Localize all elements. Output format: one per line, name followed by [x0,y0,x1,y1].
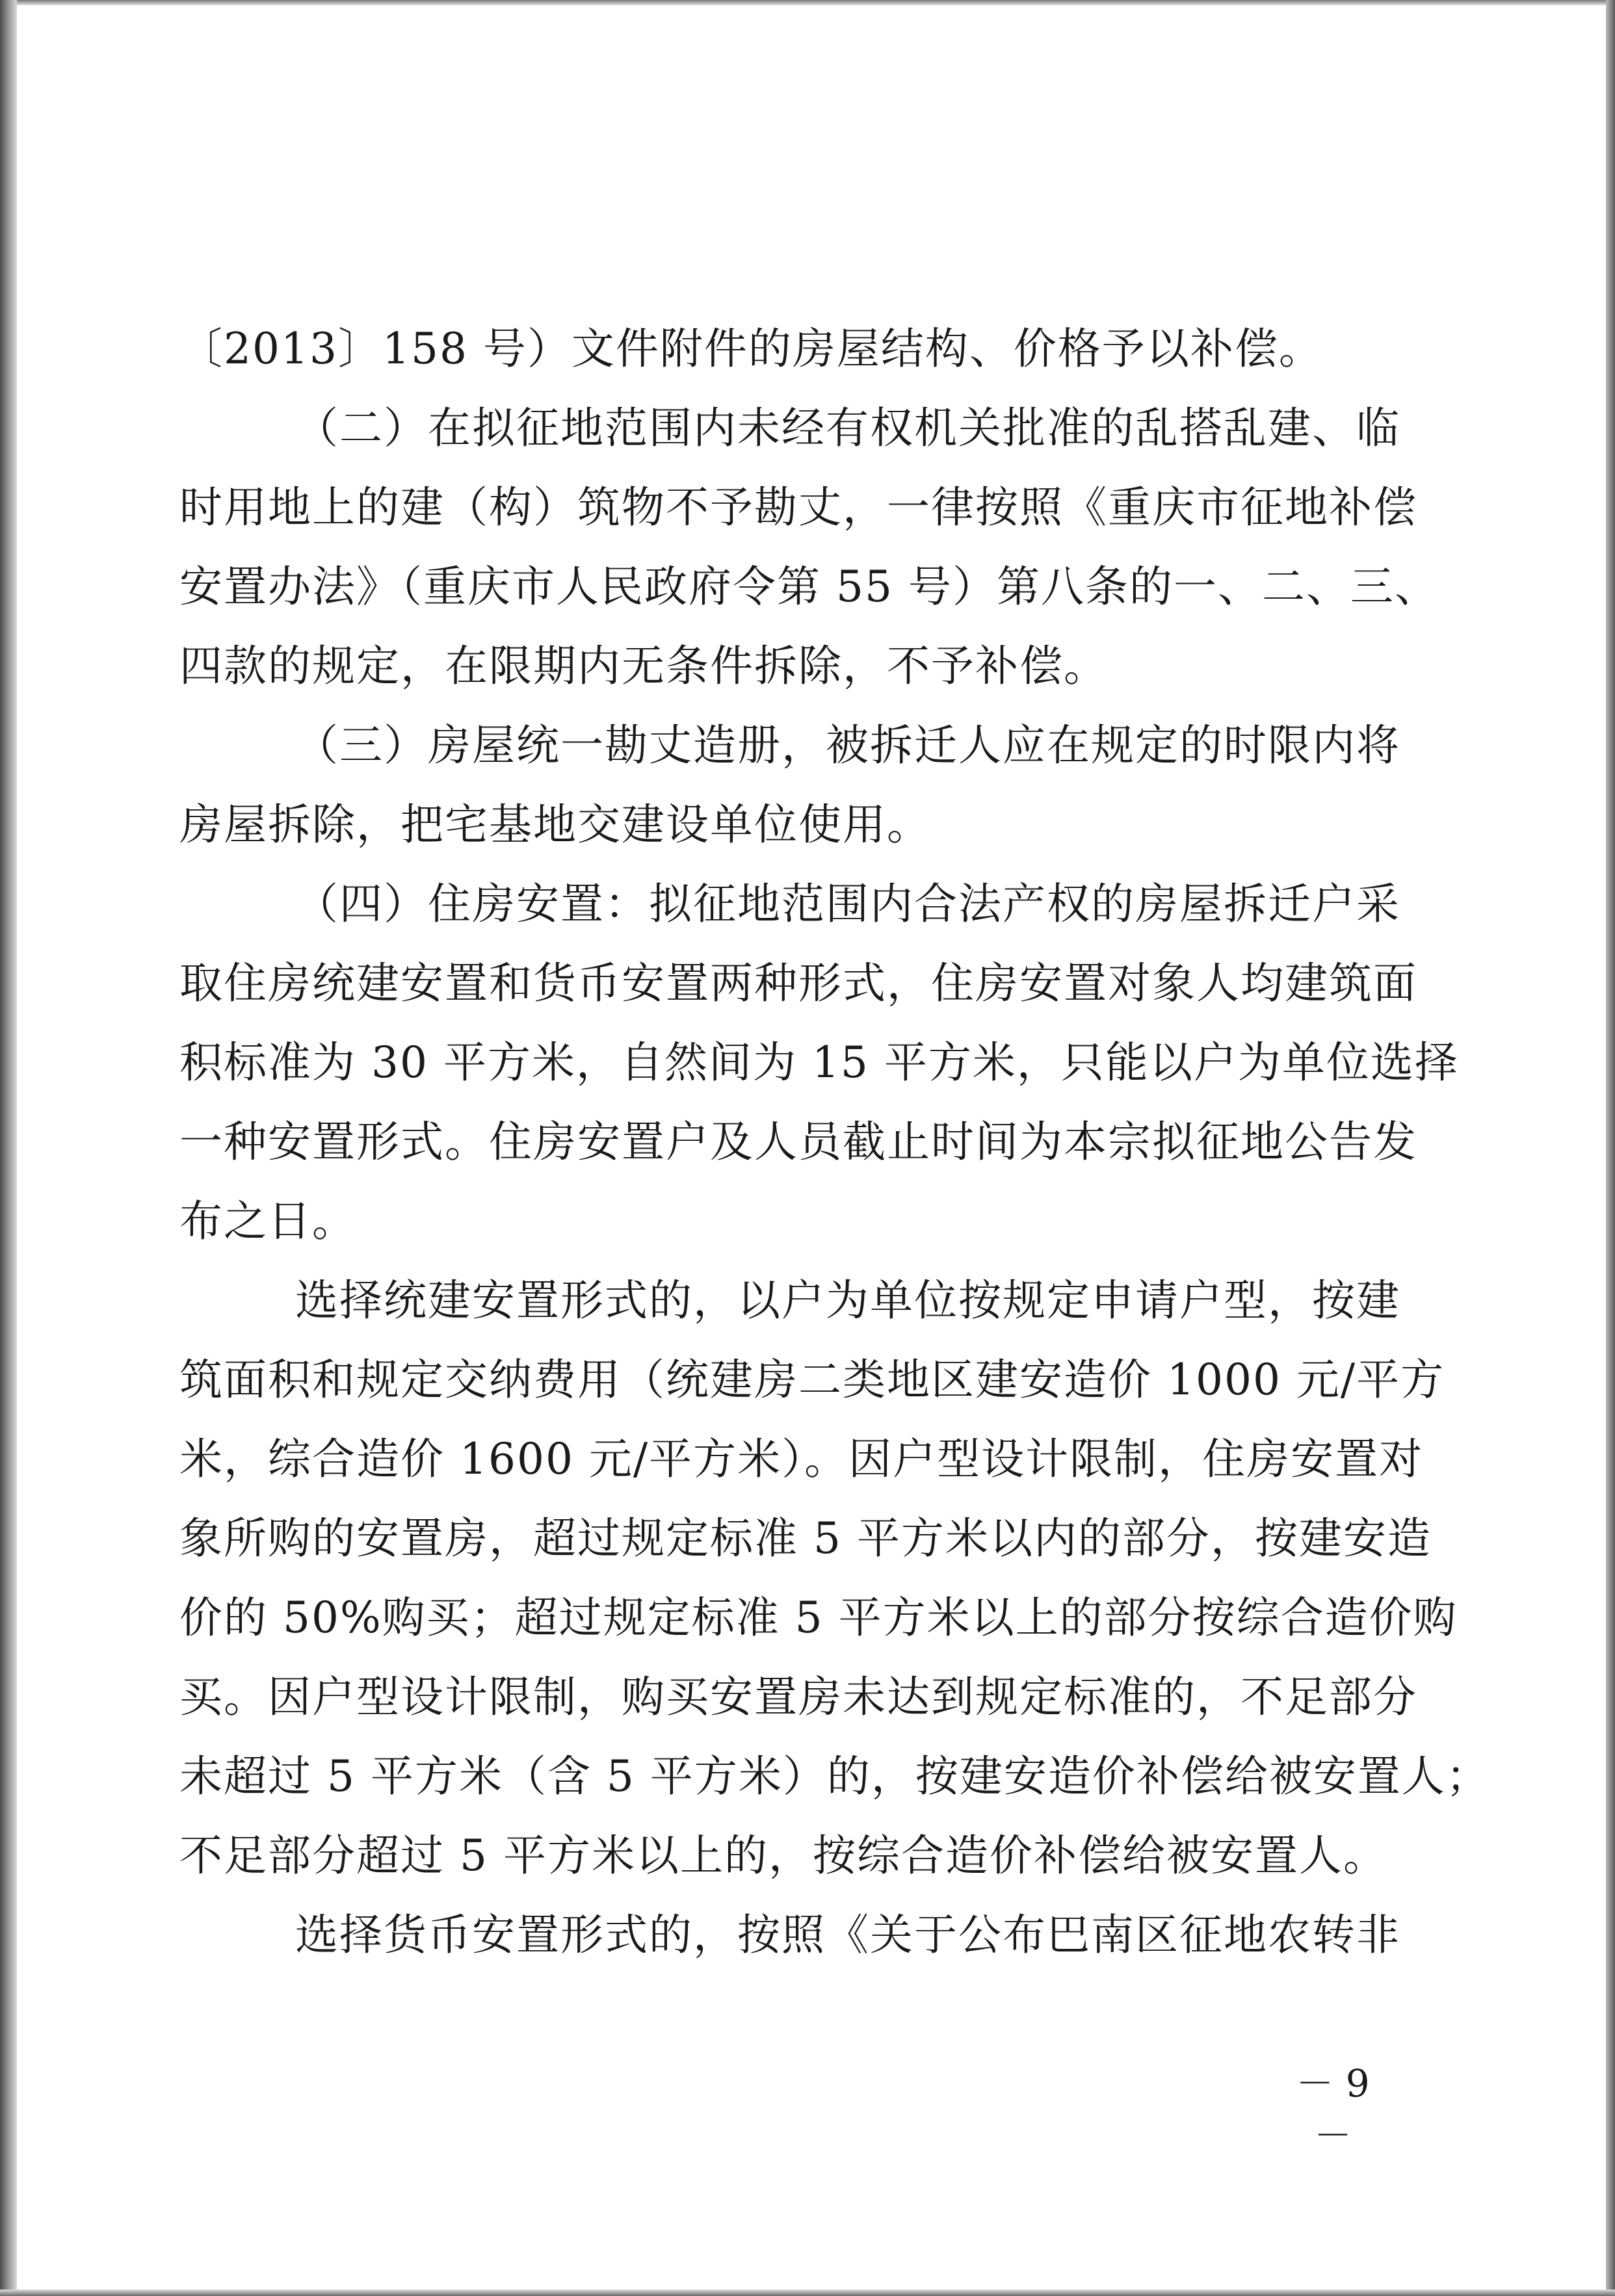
text-line-16: 象所购的安置房，超过规定标准 5 平方米以内的部分，按建安造 [179,1513,1432,1563]
text-line-21: 选择货币安置形式的，按照《关于公布巴南区征地农转非 [295,1910,1400,1960]
text-line-18: 买。因户型设计限制，购买安置房未达到规定标准的，不足部分 [179,1672,1417,1722]
scan-border-bottom [0,2289,1615,2296]
text-line-1: 〔2013〕158 号）文件附件的房屋结构、价格予以补偿。 [179,324,1323,374]
document-body [179,309,1490,1975]
text-line-19: 未超过 5 平方米（含 5 平方米）的，按建安造价补偿给被安置人； [179,1751,1490,1801]
scan-border-left [0,0,17,2296]
text-line-11: 一种安置形式。住房安置户及人员截止时间为本宗拟征地公告发 [179,1117,1417,1167]
text-line-20: 不足部分超过 5 平方米以上的，按综合造价补偿给被安置人。 [179,1831,1387,1881]
text-line-14: 筑面积和规定交纳费用（统建房二类地区建安造价 1000 元/平方 [179,1355,1445,1405]
text-line-12: 布之日。 [179,1196,356,1246]
text-line-6: （三）房屋统一勘丈造册，被拆迁人应在规定的时限内将 [295,720,1400,770]
text-line-13: 选择统建安置形式的，以户为单位按规定申请户型，按建 [295,1275,1400,1325]
text-line-17: 价的 50%购买；超过规定标准 5 平方米以上的部分按综合造价购 [179,1593,1458,1643]
scan-border-right [1606,0,1615,2296]
text-line-10: 积标准为 30 平方米，自然间为 15 平方米，只能以户为单位选择 [179,1037,1459,1088]
scan-border-top [0,0,1615,5]
text-line-15: 米，综合造价 1600 元/平方米）。因户型设计限制，住房安置对 [179,1434,1424,1484]
text-line-7: 房屋拆除，把宅基地交建设单位使用。 [179,800,931,850]
page-number: － 9 － [1296,2061,1370,2158]
text-line-9: 取住房统建安置和货币安置两种形式，住房安置对象人均建筑面 [179,958,1417,1008]
text-line-2: （二）在拟征地范围内未经有权机关批准的乱搭乱建、临 [295,403,1400,453]
text-line-3: 时用地上的建（构）筑物不予勘丈，一律按照《重庆市征地补偿 [179,482,1417,532]
text-line-4: 安置办法》（重庆市人民政府令第 55 号）第八条的一、二、三、 [179,562,1439,612]
text-line-8: （四）住房安置：拟征地范围内合法产权的房屋拆迁户采 [295,879,1400,929]
text-line-5: 四款的规定，在限期内无条件拆除，不予补偿。 [179,641,1108,691]
